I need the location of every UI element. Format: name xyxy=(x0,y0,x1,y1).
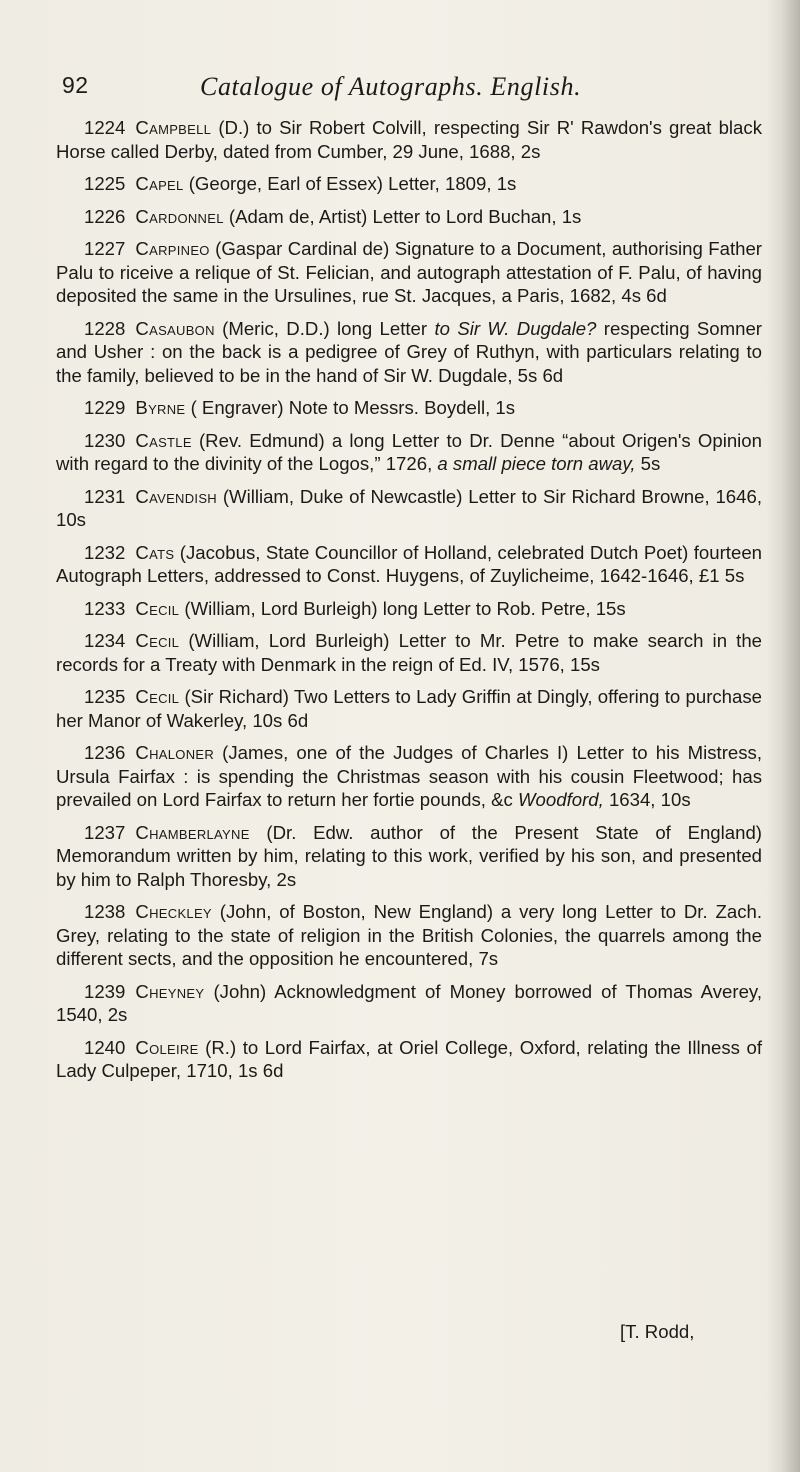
catalogue-entry xyxy=(56,821,762,892)
entry-description-rest: 1634, 10s xyxy=(603,789,691,810)
entry-description: (Dr. Edw. author of the Present State of England) Memorandum written by him, relating to this work, verified by his son, and presented by him to Ralph Thoresby, 2s xyxy=(56,821,762,890)
catalogue-entry xyxy=(56,237,762,308)
entry-description: (Sir Richard) Two Letters to Lady Griffin at Dingly, offering to purchase her Manor of Wakerley, 10s 6d xyxy=(56,686,762,731)
entry-description: (Meric, D.D.) long Letter xyxy=(214,317,435,339)
entry-number: 1224 xyxy=(84,117,126,138)
catalogue-entry xyxy=(56,541,762,588)
entry-description-rest: 5s xyxy=(635,453,661,474)
entry-name: Capel xyxy=(135,173,184,194)
page-edge-shadow xyxy=(766,0,800,1472)
entry-number: 1232 xyxy=(84,541,126,563)
entry-description: (D.) to Sir Robert Colvill, respecting Sir R' Rawdon's great black Horse called Derby, dated from Cumber, 29 June, 1688, 2s xyxy=(56,117,762,162)
catalogue-entry xyxy=(56,597,762,621)
entry-description: (William, Lord Burleigh) long Letter to Rob. Petre, 15s xyxy=(179,597,626,619)
entry-description: (James, one of the Judges of Charles I) Letter to his Mistress, Ursula Fairfax : is spending the Christmas season with his cousin Fleetwood; has prevailed on Lord Fairfax to return her fortie pounds, &c xyxy=(56,742,762,810)
entry-name: Byrne xyxy=(135,397,186,418)
entry-name: Cardonnel xyxy=(135,205,224,227)
entry-description: (William, Duke of Newcastle) Letter to Sir Richard Browne, 1646, 10s xyxy=(56,485,762,530)
entry-name: Carpineo xyxy=(135,238,210,259)
entry-description-rest: respecting Somner and Usher : on the back is a pedigree of Grey of Ruthyn, with particulars relating to the family, believed to be in the hand of Sir W. Dugdale, 5s 6d xyxy=(56,317,762,386)
catalogue-entry xyxy=(56,629,762,676)
page-number: 92 xyxy=(62,72,89,98)
entry-description: (John) Acknowledgment of Money borrowed of Thomas Averey, 1540, 2s xyxy=(56,980,762,1025)
entry-name: Chamberlayne xyxy=(135,821,250,843)
catalogue-entry xyxy=(56,172,762,196)
catalogue-entry xyxy=(56,396,762,420)
entry-name: Campbell xyxy=(135,117,212,138)
catalogue-entry xyxy=(56,429,762,476)
entry-number: 1226 xyxy=(84,205,126,227)
entry-description: (George, Earl of Essex) Letter, 1809, 1s xyxy=(183,173,517,194)
catalogue-entry xyxy=(56,317,762,388)
entry-number: 1227 xyxy=(84,238,126,259)
entry-name: Chaloner xyxy=(135,742,215,763)
catalogue-entry xyxy=(56,741,762,812)
entry-description: (R.) to Lord Fairfax, at Oriel College, Oxford, relating the Illness of Lady Culpeper, 1710, 1s 6d xyxy=(56,1036,762,1081)
entry-number: 1230 xyxy=(84,429,126,451)
entry-description: (John, of Boston, New England) a very long Letter to Dr. Zach. Grey, relating to the state of religion in the British Colonies, the quarrels among the different sects, and the opposition he encountered, 7s xyxy=(56,901,762,969)
entry-description: ( Engraver) Note to Messrs. Boydell, 1s xyxy=(185,397,516,418)
catalogue-entry xyxy=(56,685,762,732)
entry-number: 1237 xyxy=(84,821,126,843)
catalogue-entry xyxy=(56,485,762,532)
entry-number: 1236 xyxy=(84,742,126,763)
entry-description: (Gaspar Cardinal de) Signature to a Document, authorising Father Palu to riceive a relique of St. Felician, and autograph attestation of F. Palu, of having deposited the same in the Ursulines, rue St. Jacques, a Paris, 1682, 4s 6d xyxy=(56,238,762,306)
catalogue-entry xyxy=(56,1036,762,1083)
catalogue-entry xyxy=(56,116,762,163)
entry-number: 1239 xyxy=(84,980,126,1002)
entry-name: Cecil xyxy=(135,597,180,619)
entry-italic-note: to Sir W. Dugdale? xyxy=(434,317,597,339)
entry-italic-note: a small piece torn away, xyxy=(437,453,636,474)
page-header xyxy=(62,72,762,112)
entry-description: (Jacobus, State Councillor of Holland, celebrated Dutch Poet) fourteen Autograph Letters, addressed to Const. Huygens, of Zuylicheime, 1642-1646, £1 5s xyxy=(56,541,762,586)
entry-number: 1225 xyxy=(84,173,126,194)
entry-description: (William, Lord Burleigh) Letter to Mr. Petre to make search in the records for a Treaty with Denmark in the reign of Ed. IV, 1576, 15s xyxy=(56,630,762,675)
entry-description: (Adam de, Artist) Letter to Lord Buchan, 1s xyxy=(223,205,582,227)
entry-name: Checkley xyxy=(135,901,212,922)
catchword: [T. Rodd, xyxy=(620,1321,695,1342)
entry-number: 1231 xyxy=(84,485,126,507)
entry-number: 1235 xyxy=(84,686,126,707)
entry-name: Cheyney xyxy=(135,980,205,1002)
entry-description: (Rev. Edmund) a long Letter to Dr. Denne “about Origen's Opinion with regard to the divinity of the Logos,” 1726, xyxy=(56,429,762,474)
entry-name: Cecil xyxy=(135,686,180,707)
running-title: Catalogue of Autographs. English. xyxy=(200,72,582,101)
catalogue-entry xyxy=(56,205,762,229)
entry-name: Castle xyxy=(135,429,192,451)
entry-number: 1234 xyxy=(84,630,126,651)
catalogue-entries xyxy=(56,116,762,1092)
catalogue-entry xyxy=(56,900,762,971)
entry-name: Casaubon xyxy=(135,317,215,339)
entry-number: 1228 xyxy=(84,317,126,339)
entry-name: Cats xyxy=(135,541,175,563)
entry-name: Cecil xyxy=(135,630,180,651)
entry-name: Cavendish xyxy=(135,485,217,507)
entry-name: Coleire xyxy=(135,1036,199,1058)
entry-italic-note: Woodford, xyxy=(518,789,604,810)
entry-number: 1229 xyxy=(84,397,126,418)
entry-number: 1233 xyxy=(84,597,126,619)
entry-number: 1240 xyxy=(84,1036,126,1058)
catalogue-entry xyxy=(56,980,762,1027)
entry-number: 1238 xyxy=(84,901,126,922)
